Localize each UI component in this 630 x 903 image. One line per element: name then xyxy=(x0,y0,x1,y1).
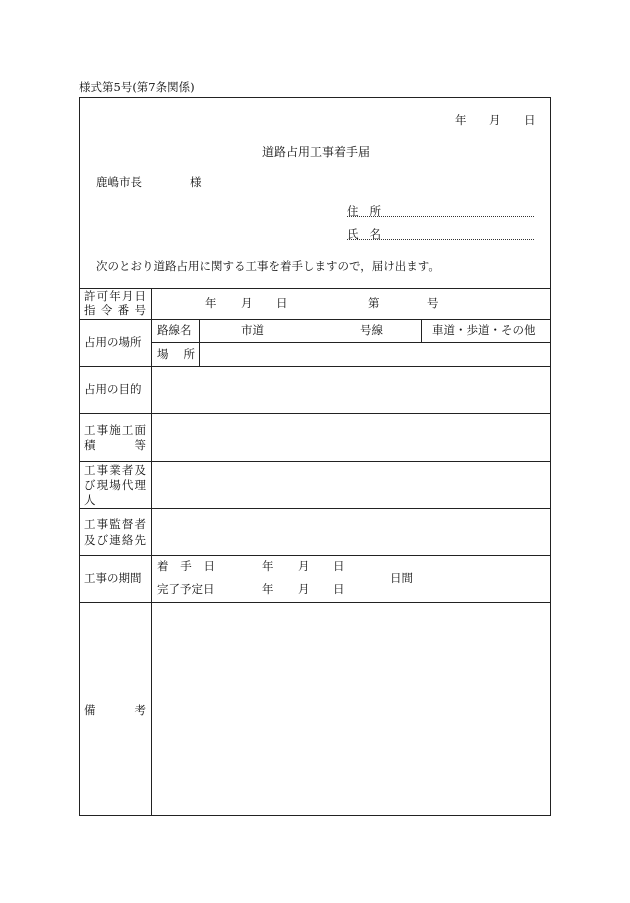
period-label: 工事の期間 xyxy=(84,571,142,585)
date-day-label: 日 xyxy=(524,113,536,127)
start-day-label: 日 xyxy=(333,559,345,573)
start-month-label: 月 xyxy=(298,559,310,573)
permit-year-label: 年 xyxy=(205,296,217,310)
road-type-options: 車道・歩道・その他 xyxy=(432,323,536,337)
contractor-label-line-3: 人 xyxy=(84,493,96,507)
address-field[interactable] xyxy=(347,216,534,217)
statement-text: 次のとおり道路占用に関する工事を着手しますので，届け出ます。 xyxy=(96,259,440,273)
permit-label-line-1: 許 可 年 月 日 xyxy=(84,289,146,303)
area-label-line-1: 工 事 施 工 面 xyxy=(84,423,146,437)
purpose-label: 占用の目的 xyxy=(84,382,142,396)
address-label: 住 所 xyxy=(347,204,381,218)
route-label: 路線名 xyxy=(157,323,192,337)
form-title: 道路占用工事着手届 xyxy=(262,145,371,159)
form-number: 様式第5号(第7条関係) xyxy=(79,80,195,94)
supervisor-field[interactable] xyxy=(152,509,550,554)
permit-go-label: 号 xyxy=(427,296,439,310)
end-day-label: 日 xyxy=(333,582,345,596)
permit-month-label: 月 xyxy=(241,296,253,310)
supervisor-label-line-2: 及 び 連 絡 先 xyxy=(84,533,146,547)
permit-label-line-2: 指 令 番 号 xyxy=(84,303,146,317)
end-label: 完了予定日 xyxy=(157,582,215,596)
row-divider xyxy=(79,555,551,556)
permit-dai-label: 第 xyxy=(368,296,380,310)
place-label: 占用の場所 xyxy=(84,335,142,349)
contractor-field[interactable] xyxy=(152,462,550,507)
date-year-label: 年 xyxy=(455,113,467,127)
honorific: 様 xyxy=(190,175,202,189)
start-year-label: 年 xyxy=(262,559,274,573)
end-year-label: 年 xyxy=(262,582,274,596)
name-label: 氏 名 xyxy=(347,227,381,241)
days-label: 日間 xyxy=(390,571,413,585)
date-month-label: 月 xyxy=(489,113,501,127)
column-divider xyxy=(199,319,200,366)
row-divider xyxy=(79,319,551,320)
permit-day-label: 日 xyxy=(276,296,288,310)
route-city-road: 市道 xyxy=(241,323,264,337)
addressee: 鹿嶋市長 xyxy=(96,175,142,189)
name-field[interactable] xyxy=(347,239,534,240)
supervisor-label-line-1: 工 事 監 督 者 xyxy=(84,517,146,531)
remarks-field[interactable] xyxy=(152,603,550,815)
contractor-label-line-2: び 現 場 代 理 xyxy=(84,478,146,492)
purpose-field[interactable] xyxy=(152,367,550,412)
route-number-unit: 号線 xyxy=(360,323,383,337)
row-divider xyxy=(79,288,551,289)
end-month-label: 月 xyxy=(298,582,310,596)
area-label-line-2: 積 等 xyxy=(84,438,146,452)
column-divider xyxy=(421,319,422,342)
area-field[interactable] xyxy=(152,414,550,460)
row-divider xyxy=(151,342,551,343)
remarks-label: 備 考 xyxy=(84,703,146,717)
contractor-label-line-1: 工 事 業 者 及 xyxy=(84,463,146,477)
location-label: 場 所 xyxy=(157,347,195,361)
start-label: 着 手 日 xyxy=(157,559,215,573)
